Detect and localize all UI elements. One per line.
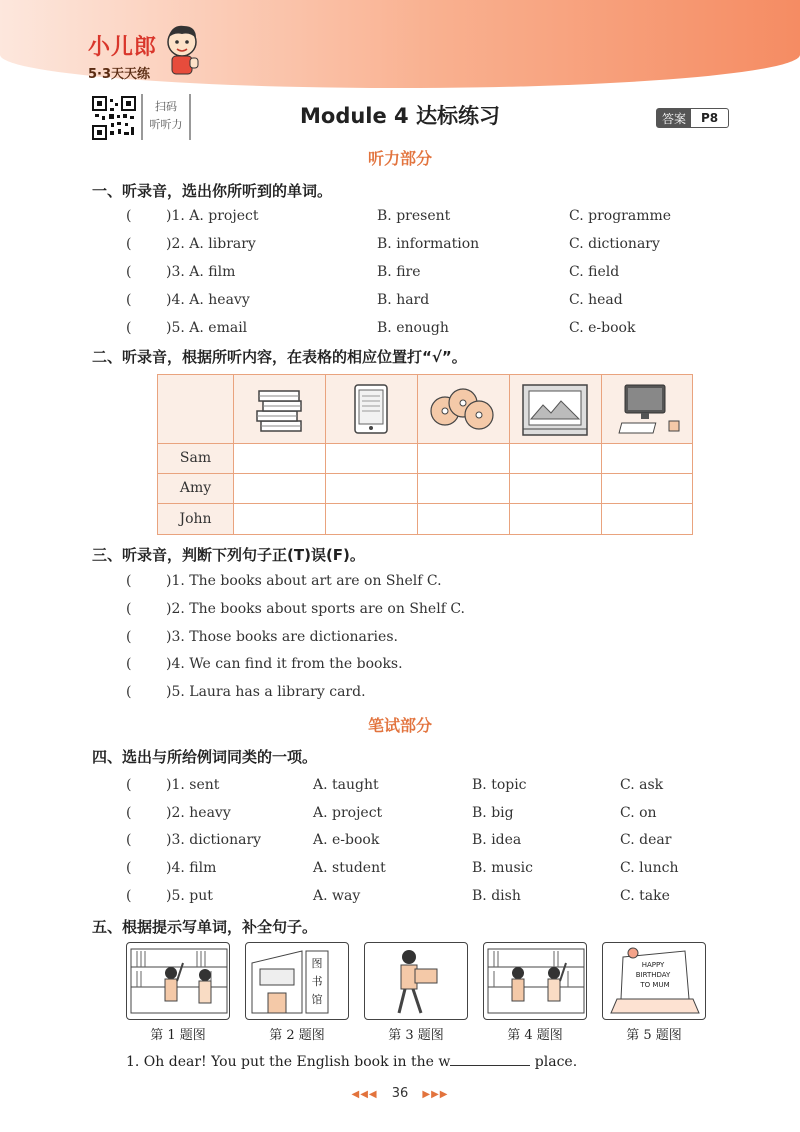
- brand-logo: [88, 30, 157, 82]
- library-sign-char-2: 书: [311, 975, 323, 988]
- library-sign-char-1: 图: [311, 957, 323, 970]
- answer-page: P8: [701, 111, 719, 125]
- cds-icon: [423, 381, 503, 439]
- page-footer: [0, 1086, 800, 1101]
- books-icon: [239, 381, 319, 439]
- picture-1-caption: 第 1 题图: [150, 1028, 206, 1043]
- answer-tag: [656, 108, 729, 128]
- brand-series: 5·3天天练: [88, 67, 151, 82]
- fill-in-sentence-1: [126, 1052, 577, 1070]
- list-item: ( )2. heavy A. project B. big C. on: [126, 805, 657, 821]
- picture-4-caption: 第 4 题图: [507, 1028, 563, 1043]
- ebook-reader-icon: [331, 381, 411, 439]
- list-item: ( )1. The books about art are on Shelf C.: [126, 573, 442, 589]
- scan-label-line1: 扫码: [155, 100, 177, 113]
- list-item: ( )4. A. heavy B. hard C. head: [126, 292, 623, 308]
- list-item: ( )5. Laura has a library card.: [126, 684, 366, 700]
- film-screen-icon: [515, 381, 595, 439]
- picture-3-heavy-box: [364, 942, 468, 1020]
- computer-icon: [607, 381, 687, 439]
- sentence-1-end: place.: [530, 1054, 578, 1070]
- row-label-john: John: [179, 511, 212, 527]
- question-4-title: 四、选出与所给例词同类的一项。: [92, 748, 318, 766]
- picture-2-library: [245, 942, 349, 1020]
- list-item: ( )3. A. film B. fire C. field: [126, 264, 620, 280]
- picture-1-bookshelf: [126, 942, 230, 1020]
- picture-2-caption: 第 2 题图: [269, 1028, 325, 1043]
- row-label-sam: Sam: [179, 450, 212, 466]
- list-item: ( )4. We can find it from the books.: [126, 656, 403, 672]
- picture-3-caption: 第 3 题图: [388, 1028, 444, 1043]
- list-item: ( )2. The books about sports are on Shelf C.: [126, 601, 465, 617]
- list-item: ( )1. sent A. taught B. topic C. ask: [126, 777, 664, 793]
- mascot-icon: [160, 22, 204, 76]
- scan-label-line2: 听听力: [149, 118, 183, 131]
- next-page-arrows-icon: ▶▶▶: [422, 1089, 449, 1100]
- question-1-title: 一、听录音，选出你所听到的单词。: [92, 182, 333, 200]
- prev-page-arrows-icon: ◀◀◀: [351, 1089, 378, 1100]
- page-title: Module 4 达标练习: [300, 104, 500, 128]
- list-item: ( )3. Those books are dictionaries.: [126, 629, 398, 645]
- answer-grid: [157, 374, 693, 535]
- question-3-title: 三、听录音，判断下列句子正(T)误(F)。: [92, 546, 365, 564]
- list-item: ( )3. dictionary A. e-book B. idea C. dear: [126, 832, 672, 848]
- card-text-line2: BIRTHDAY: [635, 971, 671, 979]
- question-5-title: 五、根据提示写单词，补全句子。: [92, 918, 318, 936]
- question-2-title: 二、听录音，根据所听内容，在表格的相应位置打“√”。: [92, 348, 467, 366]
- answer-blank[interactable]: [450, 1052, 530, 1066]
- list-item: ( )1. A. project B. present C. programme: [126, 208, 672, 224]
- list-item: ( )2. A. library B. information C. dictionary: [126, 236, 660, 252]
- list-item: ( )5. put A. way B. dish C. take: [126, 888, 670, 904]
- card-text-line3: TO MUM: [640, 981, 670, 989]
- card-text-line1: HAPPY: [641, 961, 665, 969]
- brand-name: 小儿郎: [88, 35, 158, 60]
- list-item: ( )5. A. email B. enough C. e-book: [126, 320, 636, 336]
- list-item: ( )4. film A. student B. music C. lunch: [126, 860, 679, 876]
- picture-5-caption: 第 5 题图: [626, 1028, 682, 1043]
- answer-label: 答案: [657, 109, 691, 127]
- picture-4-bookshelf: [483, 942, 587, 1020]
- page-number: 36: [391, 1086, 409, 1101]
- library-sign-char-3: 馆: [311, 993, 323, 1006]
- row-label-amy: Amy: [179, 480, 212, 496]
- writing-section-title: 笔试部分: [367, 716, 432, 735]
- sentence-1-start: 1. Oh dear! You put the English book in the w: [126, 1054, 451, 1070]
- picture-5-birthday-card: [602, 942, 706, 1020]
- listening-section-title: 听力部分: [367, 149, 432, 168]
